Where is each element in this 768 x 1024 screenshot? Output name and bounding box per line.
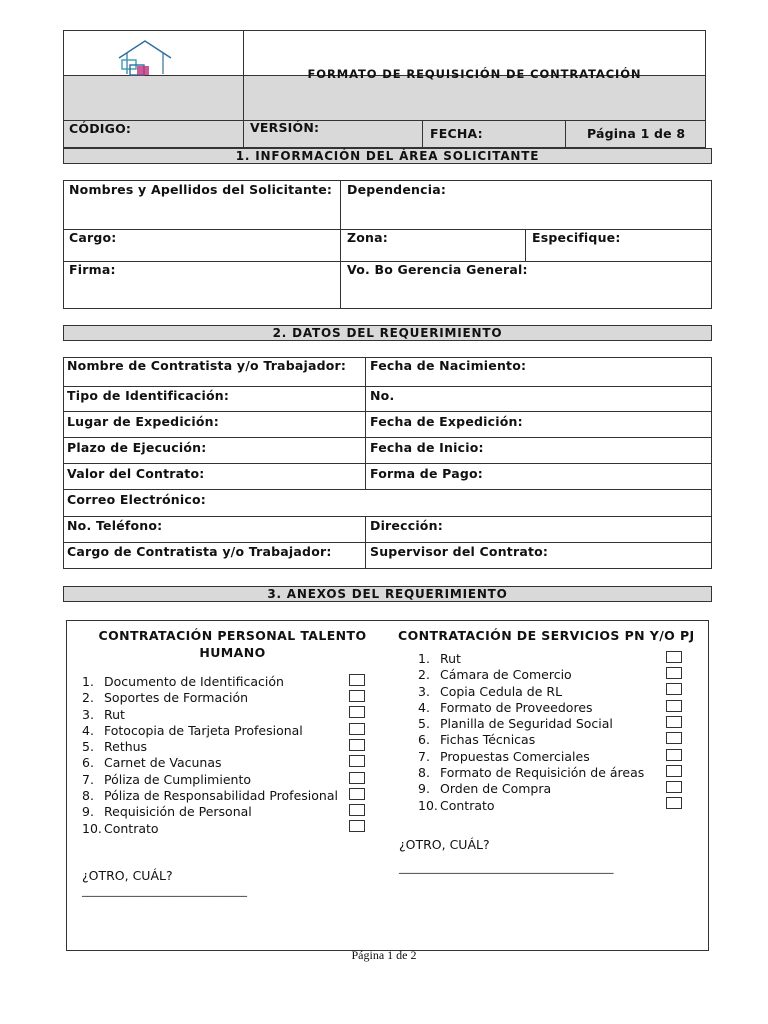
checkbox-poliza-responsabilidad[interactable] [349, 788, 365, 800]
tipo-identificacion-label: Tipo de Identificación: [67, 388, 230, 403]
house-logo-icon [115, 38, 175, 76]
anexos-left-title-line1: CONTRATACIÓN PERSONAL TALENTO [98, 628, 367, 643]
company-logo [115, 38, 175, 76]
numero-label: No. [370, 388, 395, 403]
list-item: 7. Póliza de Cumplimiento [82, 771, 251, 787]
section2-title: 2. DATOS DEL REQUERIMIENTO [63, 325, 712, 341]
checkbox-propuestas-comerciales[interactable] [666, 749, 682, 761]
plazo-ejecucion-label: Plazo de Ejecución: [67, 440, 207, 455]
cargo-label: Cargo: [69, 230, 117, 245]
codigo-label: CÓDIGO: [69, 121, 132, 136]
checkbox-contrato-left[interactable] [349, 820, 365, 832]
checkbox-planilla-seguridad-social[interactable] [666, 716, 682, 728]
anexos-left-other-line[interactable]: ______________________________ [82, 884, 247, 897]
list-item: 9. Orden de Compra [418, 781, 552, 797]
anexos-left-list [82, 674, 338, 837]
anexos-right-list [418, 651, 644, 814]
checkbox-contrato-right[interactable] [666, 797, 682, 809]
anexos-right-title: CONTRATACIÓN DE SERVICIOS PN Y/O PJ [398, 628, 695, 643]
list-item: 10. Contrato [418, 797, 495, 813]
checkbox-rut[interactable] [349, 706, 365, 718]
nombre-contratista-label: Nombre de Contratista y/o Trabajador: [67, 358, 347, 373]
list-item: 2. Cámara de Comercio [418, 667, 572, 683]
list-item: 1. Documento de Identificación [82, 674, 284, 689]
list-item: 3. Copia Cedula de RL [418, 683, 563, 699]
page-number-label: Página 1 de 8 [587, 126, 686, 141]
list-item: 8. Formato de Requisición de áreas [418, 765, 645, 781]
valor-contrato-label: Valor del Contrato: [67, 466, 205, 481]
checkbox-rethus[interactable] [349, 739, 365, 751]
fecha-label: FECHA: [430, 126, 483, 141]
list-item: 5. Rethus [82, 739, 148, 755]
anexos-right-other-line[interactable]: _______________________________________ [399, 861, 614, 874]
section3-title: 3. ANEXOS DEL REQUERIMIENTO [63, 586, 712, 602]
page-footer: Página 1 de 2 [351, 948, 417, 962]
nombres-solicitante-label: Nombres y Apellidos del Solicitante: [69, 182, 333, 197]
list-item: 4. Fotocopia de Tarjeta Profesional [82, 722, 303, 738]
checkbox-formato-requisicion-areas[interactable] [666, 765, 682, 777]
checkbox-orden-compra[interactable] [666, 781, 682, 793]
checkbox-tarjeta-profesional[interactable] [349, 723, 365, 735]
zona-label: Zona: [347, 230, 388, 245]
firma-label: Firma: [69, 262, 116, 277]
list-item: 5. Planilla de Seguridad Social [418, 716, 613, 732]
checkbox-formato-proveedores[interactable] [666, 700, 682, 712]
checkbox-fichas-tecnicas[interactable] [666, 732, 682, 744]
list-item: 3. Rut [82, 706, 125, 722]
anexos-left-other-label: ¿OTRO, CUÁL? [82, 868, 173, 883]
checkbox-carnet-vacunas[interactable] [349, 755, 365, 767]
list-item: 6. Fichas Técnicas [418, 732, 536, 748]
correo-electronico-label: Correo Electrónico: [67, 492, 206, 507]
checkbox-rut-pj[interactable] [666, 651, 682, 663]
list-item: 1. Rut [418, 651, 461, 666]
list-item: 8. Póliza de Responsabilidad Profesional [82, 788, 338, 804]
fecha-expedicion-label: Fecha de Expedición: [370, 414, 523, 429]
list-item: 2. Soportes de Formación [82, 690, 249, 706]
header-gray-band [64, 75, 705, 120]
telefono-label: No. Teléfono: [67, 518, 163, 533]
especifique-label: Especifique: [532, 230, 621, 245]
checkbox-requisicion-personal[interactable] [349, 804, 365, 816]
fecha-nacimiento-label: Fecha de Nacimiento: [370, 358, 527, 373]
cargo-contratista-label: Cargo de Contratista y/o Trabajador: [67, 544, 332, 559]
section1-title: 1. INFORMACIÓN DEL ÁREA SOLICITANTE [63, 148, 712, 164]
forma-pago-label: Forma de Pago: [370, 466, 483, 481]
lugar-expedicion-label: Lugar de Expedición: [67, 414, 219, 429]
checkbox-soportes-formacion[interactable] [349, 690, 365, 702]
checkbox-documento-identificacion[interactable] [349, 674, 365, 686]
vobo-gerencia-label: Vo. Bo Gerencia General: [347, 262, 528, 277]
checkbox-camara-comercio[interactable] [666, 667, 682, 679]
list-item: 7. Propuestas Comerciales [418, 748, 590, 764]
anexos-left-title [90, 627, 375, 661]
list-item: 9. Requisición de Personal [82, 804, 252, 820]
list-item: 4. Formato de Proveedores [418, 699, 593, 715]
fecha-inicio-label: Fecha de Inicio: [370, 440, 484, 455]
list-item: 10. Contrato [82, 820, 159, 836]
version-label: VERSIÓN: [250, 120, 320, 135]
checkbox-poliza-cumplimiento[interactable] [349, 772, 365, 784]
direccion-label: Dirección: [370, 518, 443, 533]
anexos-left-title-line2: HUMANO [199, 645, 266, 660]
dependencia-label: Dependencia: [347, 182, 447, 197]
list-item: 6. Carnet de Vacunas [82, 755, 222, 771]
anexos-right-other-label: ¿OTRO, CUÁL? [399, 837, 490, 852]
document-title: FORMATO DE REQUISICIÓN DE CONTRATACIÓN [307, 67, 642, 81]
checkbox-copia-cedula-rl[interactable] [666, 683, 682, 695]
supervisor-contrato-label: Supervisor del Contrato: [370, 544, 549, 559]
